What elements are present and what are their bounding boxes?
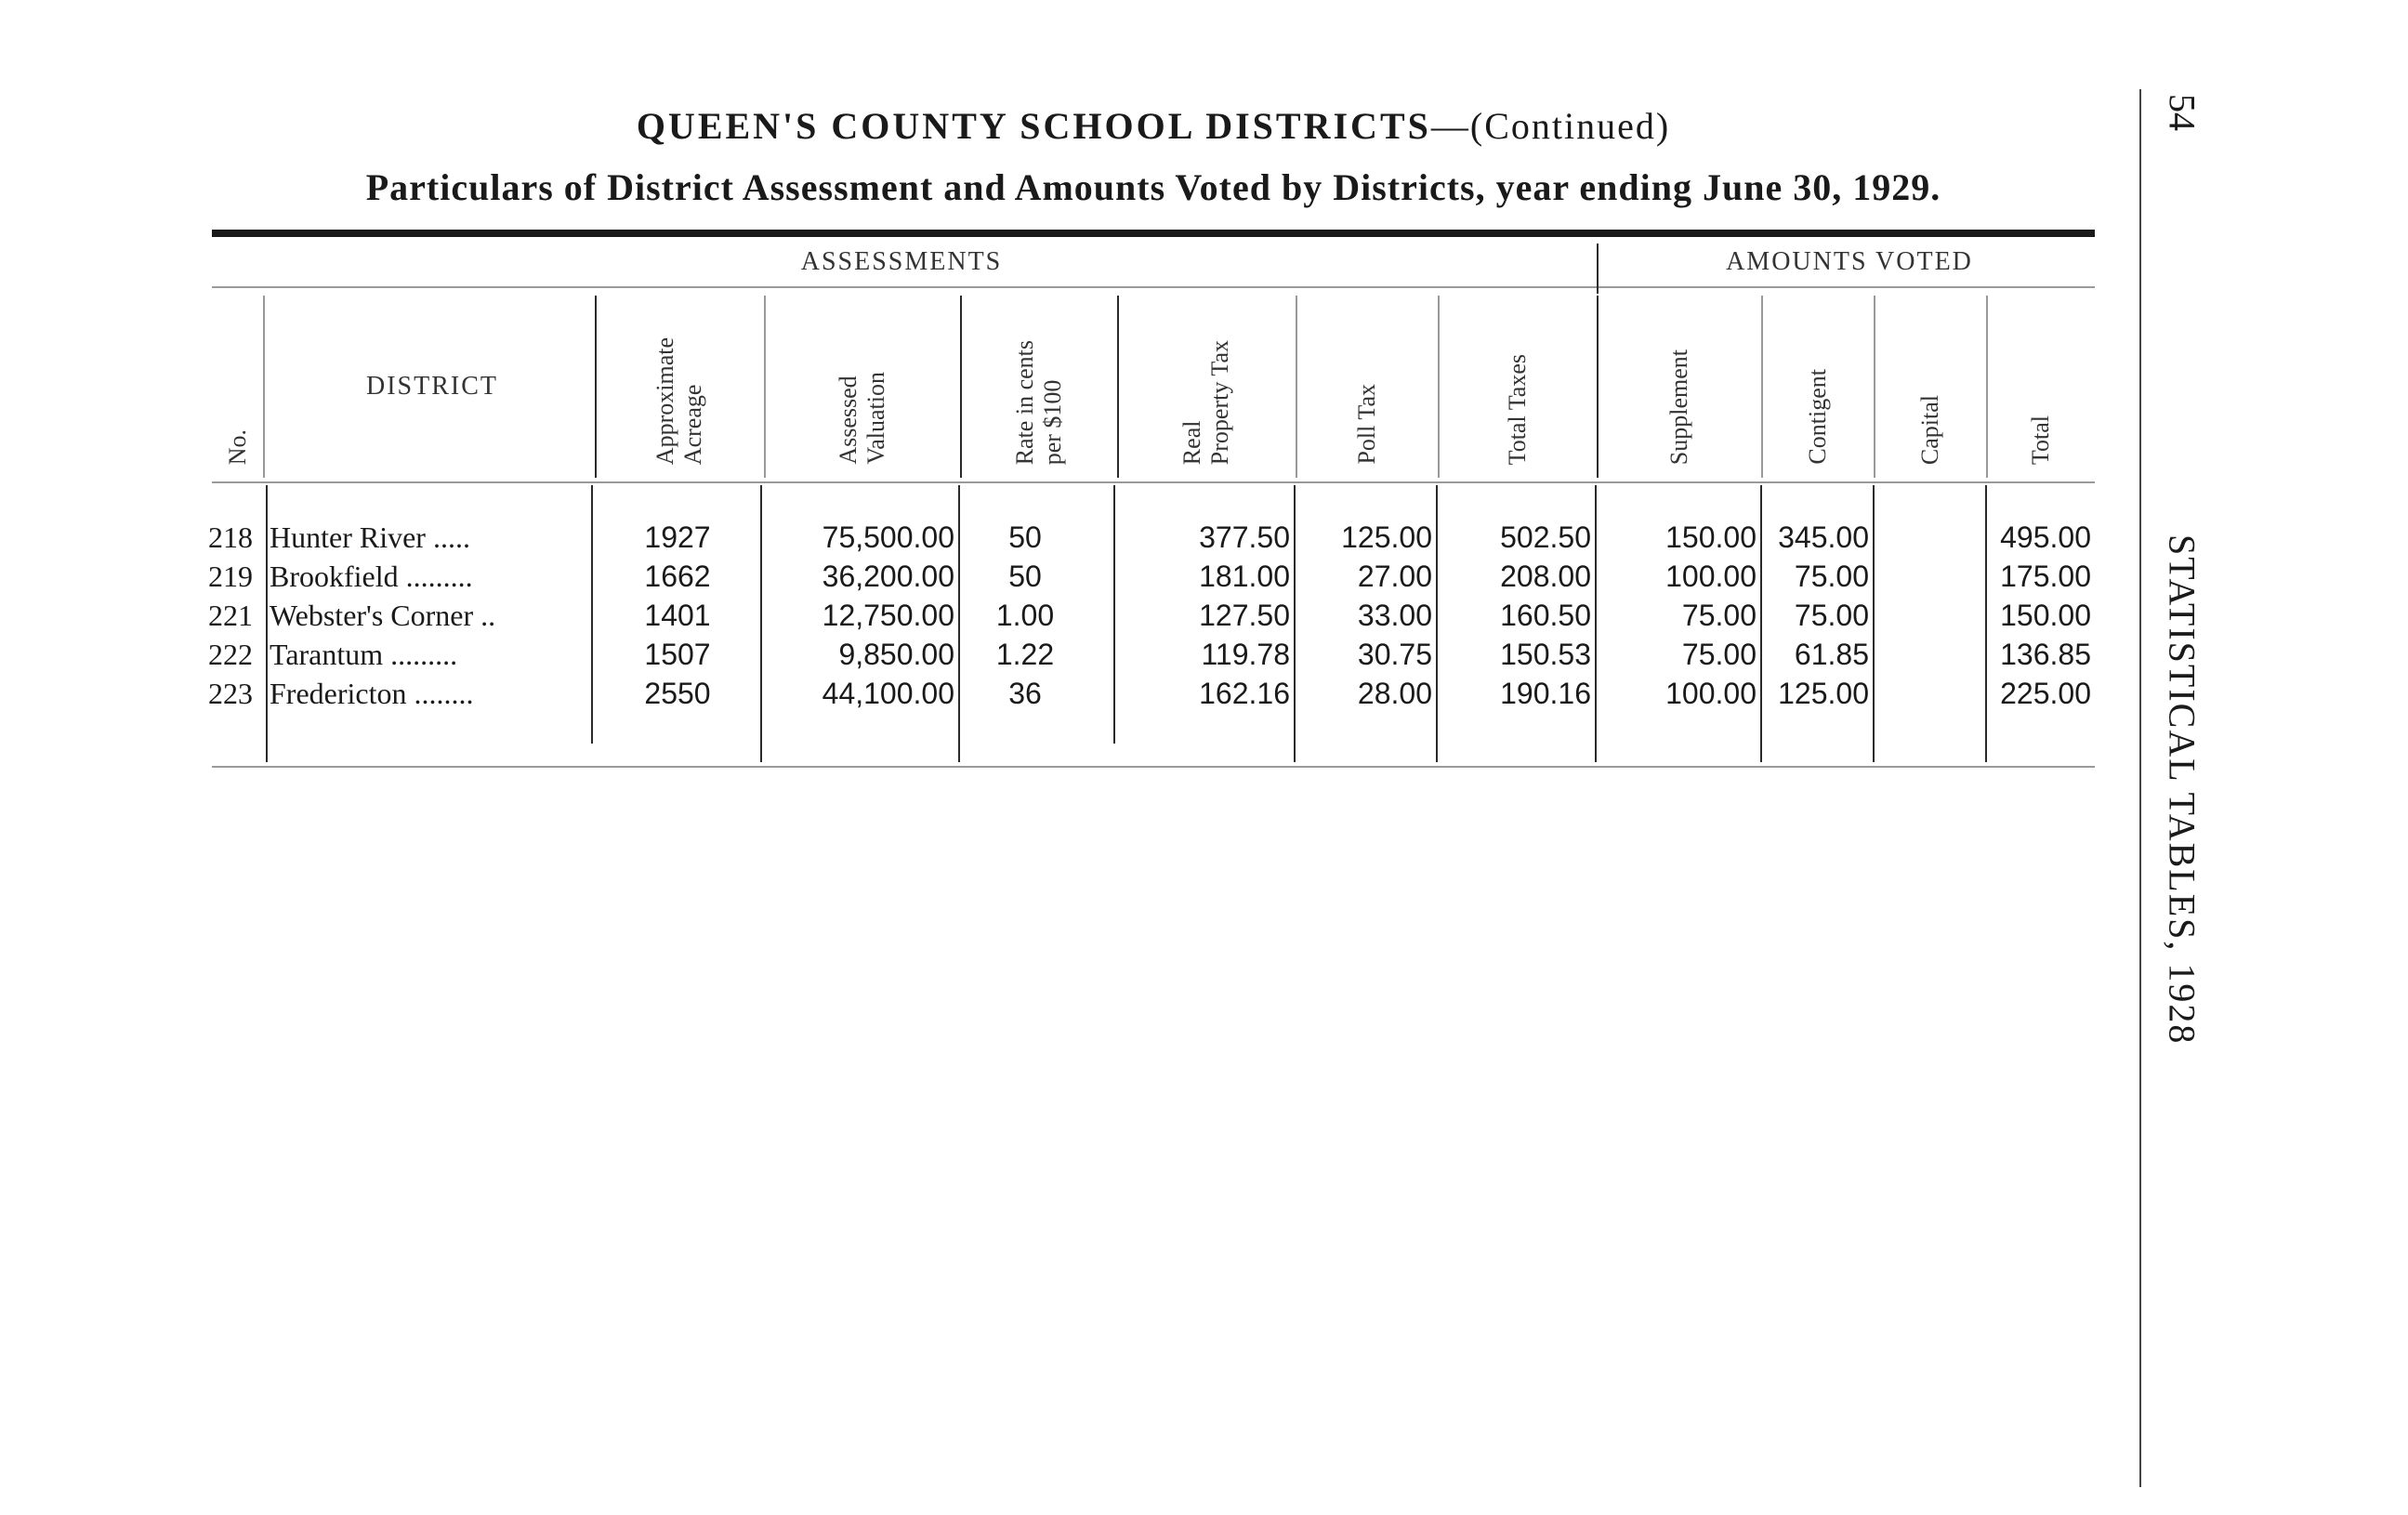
cell-district: Tarantum ......... [270, 638, 458, 671]
cell-total: 150.00 [2000, 599, 2091, 632]
cell-acreage: 1662 [644, 560, 711, 593]
col-head-valuation: Assessed Valuation [834, 372, 889, 465]
cell-valuation: 36,200.00 [822, 560, 954, 593]
page-number: 54 [2161, 94, 2204, 131]
cell-rate: 50 [1008, 560, 1042, 593]
group-label-assessments: ASSESSMENTS [800, 247, 1003, 276]
top-thick-rule [212, 230, 2095, 237]
col-head-real-property: Real Property Tax [1178, 339, 1233, 465]
cell-supplement: 100.00 [1665, 560, 1757, 593]
cell-contingent: 345.00 [1778, 520, 1869, 554]
side-rule [2139, 89, 2141, 1487]
cell-total: 225.00 [2000, 677, 2091, 710]
col-head-supplement: Supplement [1665, 349, 1692, 465]
cell-district: Hunter River ..... [270, 520, 470, 554]
cell-real-property: 377.50 [1199, 520, 1290, 554]
cell-rate: 50 [1008, 520, 1042, 554]
cell-contingent: 75.00 [1794, 560, 1869, 593]
cell-supplement: 150.00 [1665, 520, 1757, 554]
table-row [0, 677, 2230, 716]
cell-acreage: 1927 [644, 520, 711, 554]
col-head-contingent: Contigent [1803, 369, 1831, 465]
col-head-capital: Capital [1915, 394, 1943, 465]
cell-district: Fredericton ........ [270, 677, 474, 710]
cell-valuation: 44,100.00 [822, 677, 954, 710]
col-head-rate: Rate in cents per $100 [1010, 339, 1066, 465]
cell-no: 219 [208, 560, 253, 593]
cell-rate: 1.22 [995, 638, 1055, 671]
cell-poll-tax: 27.00 [1357, 560, 1432, 593]
table-bottom-rule [212, 766, 2095, 768]
cell-district: Webster's Corner .. [270, 599, 496, 632]
cell-valuation: 75,500.00 [822, 520, 954, 554]
header-bottom-rule [212, 481, 2095, 483]
cell-no: 221 [208, 599, 253, 632]
group-label-amounts-voted: AMOUNTS VOTED [1726, 247, 1973, 276]
cell-total-taxes: 190.16 [1500, 677, 1591, 710]
cell-supplement: 100.00 [1665, 677, 1757, 710]
table-row [0, 638, 2230, 677]
cell-no: 222 [208, 638, 253, 671]
page-subtitle: Particulars of District Assessment and Amounts Voted by Districts, year ending June 30, 1929. [365, 166, 1941, 208]
cell-poll-tax: 30.75 [1357, 638, 1432, 671]
cell-supplement: 75.00 [1681, 638, 1757, 671]
cell-valuation: 9,850.00 [838, 638, 954, 671]
cell-poll-tax: 33.00 [1357, 599, 1432, 632]
col-head-poll-tax: Poll Tax [1352, 384, 1380, 465]
table-row [0, 599, 2230, 638]
col-head-total-taxes: Total Taxes [1503, 353, 1531, 465]
cell-acreage: 2550 [644, 677, 711, 710]
cell-rate: 1.00 [995, 599, 1055, 632]
cell-acreage: 1507 [644, 638, 711, 671]
cell-total: 495.00 [2000, 520, 2091, 554]
cell-total-taxes: 502.50 [1500, 520, 1591, 554]
cell-total: 136.85 [2000, 638, 2091, 671]
col-head-no: No. [224, 428, 252, 465]
cell-no: 218 [208, 520, 253, 554]
group-under-rule [212, 286, 2095, 288]
col-head-acreage: Approximate Acreage [651, 336, 706, 465]
cell-acreage: 1401 [644, 599, 711, 632]
cell-real-property: 127.50 [1199, 599, 1290, 632]
cell-total-taxes: 160.50 [1500, 599, 1591, 632]
cell-rate: 36 [1008, 677, 1042, 710]
side-heading: STATISTICAL TABLES, 1928 [2161, 534, 2204, 1046]
cell-supplement: 75.00 [1681, 599, 1757, 632]
title-text: QUEEN'S COUNTY SCHOOL DISTRICTS [636, 105, 1431, 147]
cell-real-property: 162.16 [1199, 677, 1290, 710]
page-title [212, 104, 2095, 148]
cell-contingent: 125.00 [1778, 677, 1869, 710]
cell-valuation: 12,750.00 [822, 599, 954, 632]
cell-total: 175.00 [2000, 560, 2091, 593]
cell-real-property: 181.00 [1199, 560, 1290, 593]
table-row [0, 560, 2230, 599]
col-head-district: DISTRICT [366, 372, 498, 401]
cell-district: Brookfield ......... [270, 560, 473, 593]
cell-no: 223 [208, 677, 253, 710]
table-row [0, 520, 2230, 560]
cell-total-taxes: 150.53 [1500, 638, 1591, 671]
group-divider [1597, 244, 1599, 294]
cell-contingent: 75.00 [1794, 599, 1869, 632]
cell-contingent: 61.85 [1794, 638, 1869, 671]
cell-poll-tax: 125.00 [1341, 520, 1432, 554]
cell-total-taxes: 208.00 [1500, 560, 1591, 593]
cell-real-property: 119.78 [1201, 638, 1290, 671]
title-suffix: —(Continued) [1430, 105, 1671, 147]
col-head-total: Total [2026, 415, 2054, 465]
cell-poll-tax: 28.00 [1357, 677, 1432, 710]
